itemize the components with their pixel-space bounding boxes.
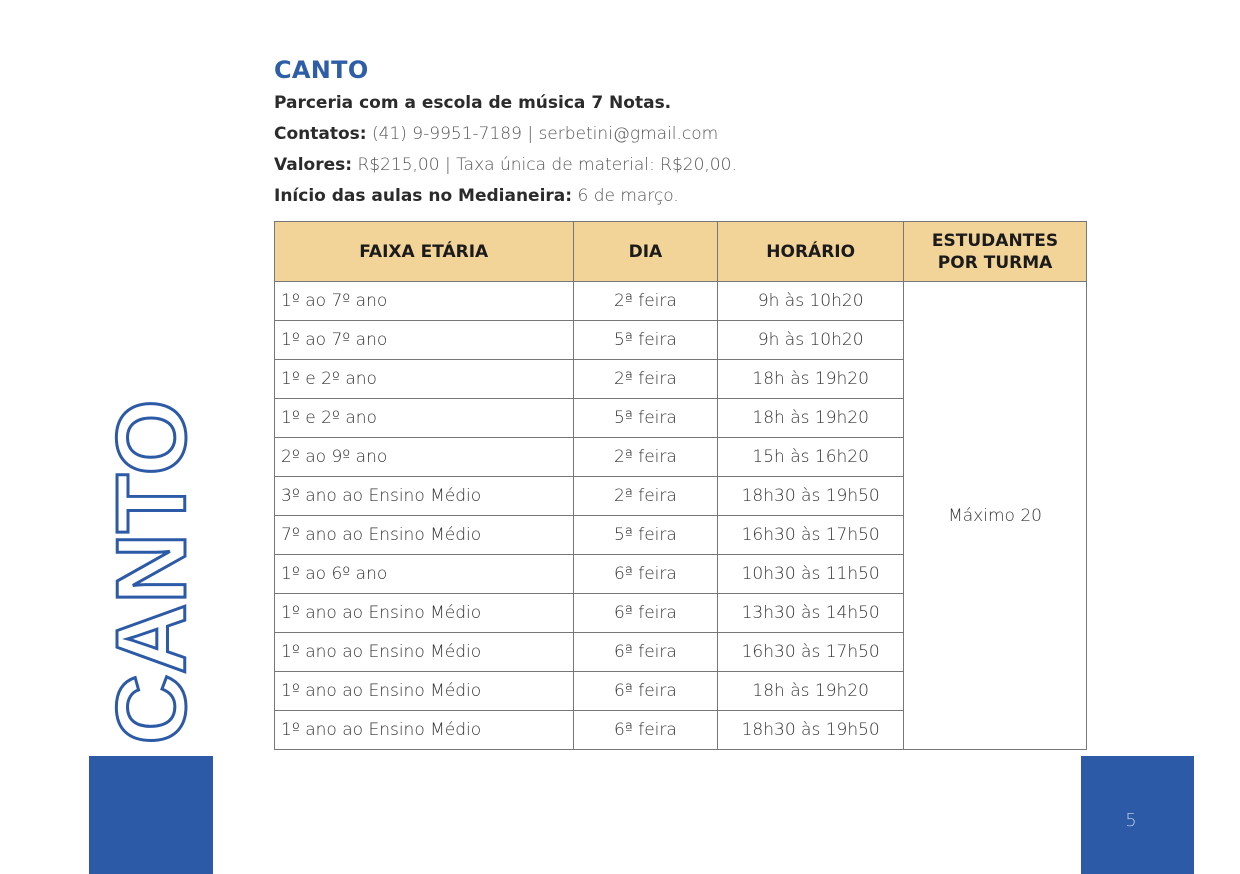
age-range-cell: 1º ao 7º ano (275, 321, 574, 360)
table-header-row (275, 222, 1087, 282)
age-range-cell: 3º ano ao Ensino Médio (275, 477, 574, 516)
time-cell: 9h às 10h20 (718, 321, 904, 360)
partnership-text: Parceria com a escola de música 7 Notas. (274, 93, 672, 113)
students-per-class-cell: Máximo 20 (904, 282, 1087, 750)
page-number-block (1081, 756, 1194, 874)
age-range-cell: 1º ao 6º ano (275, 555, 574, 594)
age-range-cell: 2º ao 9º ano (275, 438, 574, 477)
day-cell: 2ª feira (573, 477, 718, 516)
age-range-cell: 1º e 2º ano (275, 360, 574, 399)
header-students: ESTUDANTES POR TURMA (904, 222, 1087, 282)
age-range-cell: 1º ano ao Ensino Médio (275, 711, 574, 750)
day-cell: 2ª feira (573, 360, 718, 399)
start-value: 6 de março. (572, 186, 679, 206)
day-cell: 6ª feira (573, 555, 718, 594)
header-time: HORÁRIO (718, 222, 904, 282)
header-age-range: FAIXA ETÁRIA (275, 222, 574, 282)
age-range-cell: 1º ano ao Ensino Médio (275, 633, 574, 672)
schedule-table (274, 221, 1087, 750)
day-cell: 6ª feira (573, 672, 718, 711)
contacts-value: (41) 9-9951-7189 | serbetini@gmail.com (366, 124, 719, 144)
age-range-cell: 1º ano ao Ensino Médio (275, 594, 574, 633)
time-cell: 13h30 às 14h50 (718, 594, 904, 633)
decorative-block-left (89, 756, 213, 874)
vertical-title-text: CANTO (96, 397, 206, 745)
time-cell: 18h às 19h20 (718, 672, 904, 711)
day-cell: 5ª feira (573, 321, 718, 360)
contacts-label: Contatos: (274, 124, 367, 144)
page-number: 5 (1125, 810, 1137, 831)
time-cell: 18h30 às 19h50 (718, 711, 904, 750)
start-date-line (274, 186, 679, 206)
table-row (275, 282, 1087, 321)
day-cell: 5ª feira (573, 399, 718, 438)
time-cell: 10h30 às 11h50 (718, 555, 904, 594)
time-cell: 16h30 às 17h50 (718, 633, 904, 672)
time-cell: 16h30 às 17h50 (718, 516, 904, 555)
prices-label: Valores: (274, 155, 353, 175)
contacts-line (274, 124, 718, 144)
age-range-cell: 1º e 2º ano (275, 399, 574, 438)
age-range-cell: 1º ano ao Ensino Médio (275, 672, 574, 711)
prices-value: R$215,00 | Taxa única de material: R$20,00. (352, 155, 737, 175)
start-label: Início das aulas no Medianeira: (274, 186, 573, 206)
time-cell: 18h às 19h20 (718, 399, 904, 438)
day-cell: 6ª feira (573, 594, 718, 633)
time-cell: 15h às 16h20 (718, 438, 904, 477)
time-cell: 18h30 às 19h50 (718, 477, 904, 516)
age-range-cell: 7º ano ao Ensino Médio (275, 516, 574, 555)
day-cell: 6ª feira (573, 633, 718, 672)
partnership-line (274, 93, 671, 113)
time-cell: 9h às 10h20 (718, 282, 904, 321)
day-cell: 5ª feira (573, 516, 718, 555)
age-range-cell: 1º ao 7º ano (275, 282, 574, 321)
day-cell: 6ª feira (573, 711, 718, 750)
day-cell: 2ª feira (573, 438, 718, 477)
time-cell: 18h às 19h20 (718, 360, 904, 399)
vertical-title (96, 392, 206, 752)
page-title: CANTO (274, 56, 369, 84)
day-cell: 2ª feira (573, 282, 718, 321)
prices-line (274, 155, 737, 175)
header-day: DIA (573, 222, 718, 282)
